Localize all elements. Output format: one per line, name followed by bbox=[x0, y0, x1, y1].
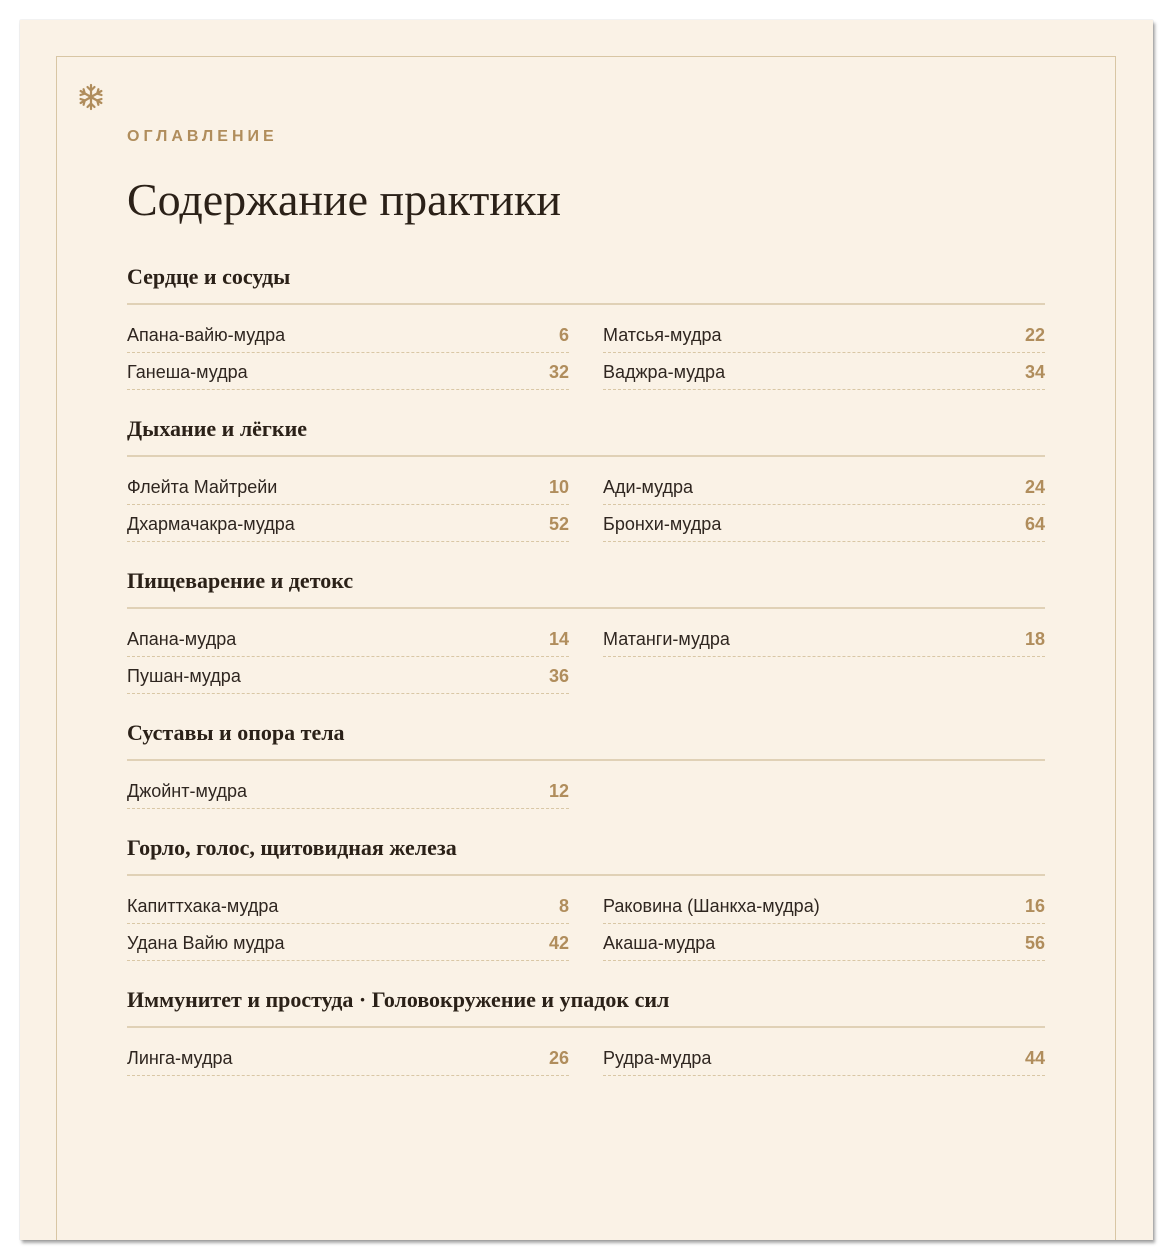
toc-entry[interactable] bbox=[127, 469, 569, 505]
entry-page-number: 52 bbox=[548, 514, 569, 534]
toc-entry[interactable] bbox=[603, 317, 1045, 353]
toc-section bbox=[127, 415, 1045, 543]
entry-page-number: 16 bbox=[1024, 896, 1045, 916]
toc-entry[interactable] bbox=[603, 621, 1045, 657]
entry-label: Удана Вайю мудра bbox=[127, 933, 285, 953]
toc-content bbox=[127, 126, 1045, 1101]
toc-section bbox=[127, 834, 1045, 962]
entry-label: Дхармачакра-мудра bbox=[127, 514, 295, 534]
section-entries bbox=[127, 888, 1045, 962]
entry-label: Ганеша-мудра bbox=[127, 362, 248, 382]
section-entries bbox=[127, 1040, 1045, 1077]
entry-label: Матсья-мудра bbox=[603, 325, 722, 345]
toc-entry[interactable] bbox=[603, 506, 1045, 542]
entry-page-number: 18 bbox=[1024, 629, 1045, 649]
document-page bbox=[20, 20, 1153, 1240]
entry-label: Ади-мудра bbox=[603, 477, 694, 497]
entry-label: Рудра-мудра bbox=[603, 1048, 712, 1068]
entry-label: Ваджра-мудра bbox=[603, 362, 726, 382]
section-entries bbox=[127, 773, 1045, 810]
entry-page-number: 14 bbox=[548, 629, 569, 649]
toc-entry[interactable] bbox=[127, 506, 569, 542]
entry-page-number: 56 bbox=[1024, 933, 1045, 953]
section-entries bbox=[127, 317, 1045, 391]
page-title: Содержание практики bbox=[127, 174, 561, 225]
toc-section bbox=[127, 263, 1045, 391]
entry-label: Матанги-мудра bbox=[603, 629, 730, 649]
toc-section bbox=[127, 986, 1045, 1077]
entry-page-number: 36 bbox=[548, 666, 569, 686]
entry-page-number: 64 bbox=[1024, 514, 1045, 534]
toc-entry[interactable] bbox=[603, 925, 1045, 961]
section-title: Сердце и сосуды bbox=[127, 263, 1045, 305]
toc-entry[interactable] bbox=[127, 354, 569, 390]
section-title: Иммунитет и простуда · Головокружение и упадок сил bbox=[127, 986, 1045, 1028]
entry-label: Флейта Майтрейи bbox=[127, 477, 278, 497]
entry-page-number: 42 bbox=[548, 933, 569, 953]
entry-label: Линга-мудра bbox=[127, 1048, 233, 1068]
toc-entry[interactable] bbox=[603, 469, 1045, 505]
entry-label: Джойнт-мудра bbox=[127, 781, 247, 801]
entry-page-number: 44 bbox=[1024, 1048, 1045, 1068]
entry-page-number: 6 bbox=[558, 325, 569, 345]
entry-label: Раковина (Шанкха-мудра) bbox=[603, 896, 820, 916]
section-title: Пищеварение и детокс bbox=[127, 567, 1045, 609]
toc-entry[interactable] bbox=[127, 317, 569, 353]
eyebrow-label: ОГЛАВЛЕНИЕ bbox=[127, 128, 278, 145]
toc-entry[interactable] bbox=[127, 1040, 569, 1076]
toc-entry[interactable] bbox=[127, 888, 569, 924]
toc-entry[interactable] bbox=[603, 354, 1045, 390]
toc-sections bbox=[127, 263, 1045, 1077]
entry-page-number: 24 bbox=[1024, 477, 1045, 497]
entry-page-number: 12 bbox=[548, 781, 569, 801]
section-title: Суставы и опора тела bbox=[127, 719, 1045, 761]
section-title: Дыхание и лёгкие bbox=[127, 415, 1045, 457]
entry-label: Капиттхака-мудра bbox=[127, 896, 279, 916]
entry-page-number: 34 bbox=[1024, 362, 1045, 382]
section-entries bbox=[127, 621, 1045, 695]
entry-label: Бронхи-мудра bbox=[603, 514, 722, 534]
entry-page-number: 22 bbox=[1024, 325, 1045, 345]
toc-entry[interactable] bbox=[603, 1040, 1045, 1076]
entry-label: Акаша-мудра bbox=[603, 933, 716, 953]
toc-entry[interactable] bbox=[127, 658, 569, 694]
toc-entry[interactable] bbox=[603, 888, 1045, 924]
toc-entry[interactable] bbox=[127, 773, 569, 809]
snowflake-icon bbox=[77, 83, 105, 111]
entry-page-number: 10 bbox=[548, 477, 569, 497]
entry-label: Апана-вайю-мудра bbox=[127, 325, 286, 345]
entry-label: Апана-мудра bbox=[127, 629, 237, 649]
toc-entry[interactable] bbox=[127, 925, 569, 961]
toc-section bbox=[127, 567, 1045, 695]
entry-page-number: 26 bbox=[548, 1048, 569, 1068]
section-title: Горло, голос, щитовидная железа bbox=[127, 834, 1045, 876]
section-entries bbox=[127, 469, 1045, 543]
entry-label: Пушан-мудра bbox=[127, 666, 241, 686]
toc-section bbox=[127, 719, 1045, 810]
entry-page-number: 32 bbox=[548, 362, 569, 382]
toc-entry[interactable] bbox=[127, 621, 569, 657]
entry-page-number: 8 bbox=[558, 896, 569, 916]
